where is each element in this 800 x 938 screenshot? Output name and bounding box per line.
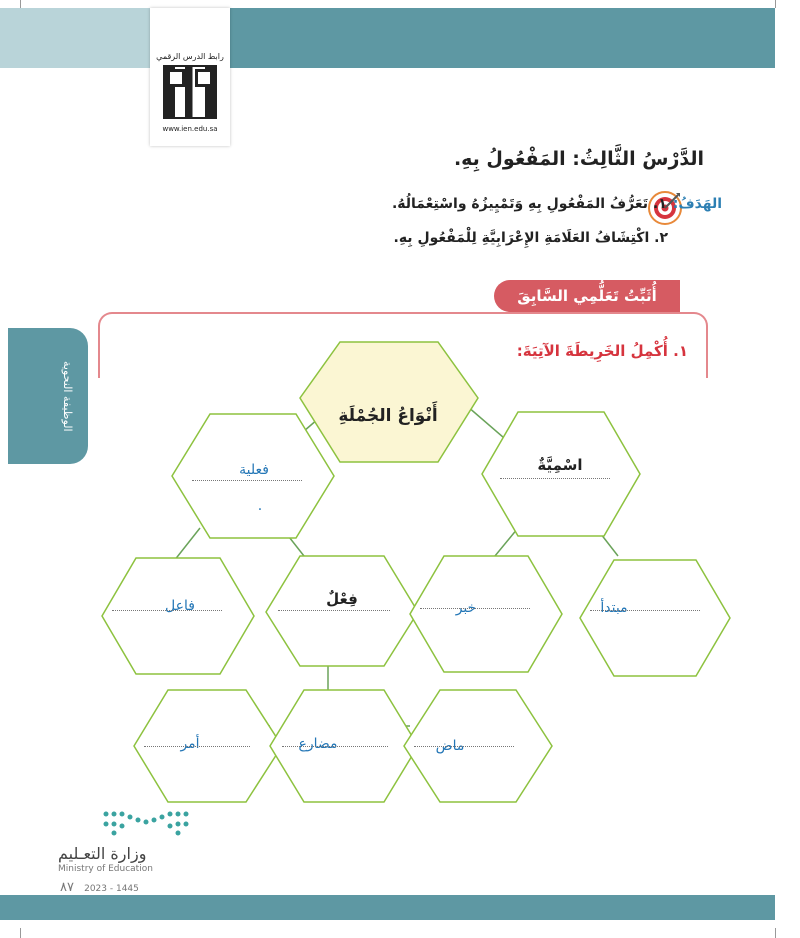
answer-line	[590, 610, 700, 611]
ministry-name: وزارة التعـليم	[58, 844, 147, 863]
hex-center-label: أَنْوَاعُ الجُمْلَةِ	[338, 406, 438, 426]
lesson-title: الدَّرْسُ الثَّالِثُ: المَفْعُولُ بِهِ.	[453, 148, 704, 170]
section-banner: أُثَبِّتُ تَعَلُّمِي السَّابِقَ	[494, 280, 680, 312]
hex-filiyya-answer[interactable]: فعلية	[239, 462, 269, 478]
hex-madi-answer[interactable]: ماض	[435, 738, 465, 754]
hex-amr-answer[interactable]: أمر	[180, 736, 200, 752]
side-tab-label: الوظيفة النحوية	[61, 360, 74, 432]
hex-center	[300, 342, 478, 462]
answer-line	[278, 610, 390, 611]
qr-label: رابط الدرس الرقمي	[156, 52, 224, 61]
answer-line	[414, 746, 514, 747]
hex-filiyya-dot: .	[257, 498, 263, 514]
hex-fiil	[266, 556, 418, 666]
goal-1: ١. تَعَرُّفُ المَفْعُولِ بِهِ وَتَمْيِيزُهُ واسْتِعْمَالُهُ.	[391, 196, 667, 212]
hex-khabar-answer[interactable]: خبر	[455, 600, 477, 616]
hex-fail-answer[interactable]: فاعل	[165, 598, 195, 614]
answer-line	[112, 610, 222, 611]
hex-mubtada-answer[interactable]: مبتدأ	[600, 600, 628, 616]
hex-mubtada	[580, 560, 730, 676]
hex-mudari-answer[interactable]: مضارع	[298, 736, 338, 752]
goal-label: الهَدَفُ:	[672, 196, 722, 212]
qr-url[interactable]: www.ien.edu.sa	[162, 125, 218, 133]
answer-line	[144, 746, 250, 747]
task-instruction: ١. أُكْمِلُ الخَرِيطَةَ الآتِيَةَ:	[516, 342, 688, 360]
hex-fail	[102, 558, 254, 674]
hex-fiil-label: فِعْلٌ	[326, 590, 358, 608]
hex-ismiyya	[482, 412, 640, 536]
goal-2: ٢. اكْتِشَافُ العَلَامَةِ الإِعْرَابِيَّةِ لِلْمَفْعُولِ بِهِ.	[393, 230, 668, 246]
hex-ismiyya-label: اسْمِيَّةٌ	[537, 456, 583, 474]
page-number	[60, 880, 139, 895]
answer-line	[282, 746, 388, 747]
answer-line	[500, 478, 610, 479]
answer-line	[192, 480, 302, 481]
edition-year: 2023 - 1445	[84, 884, 139, 894]
ministry-name-en: Ministry of Education	[58, 864, 153, 874]
ministry-logo-icon	[100, 808, 190, 836]
page-number-value: ٨٧	[60, 880, 74, 895]
answer-line	[420, 608, 530, 609]
